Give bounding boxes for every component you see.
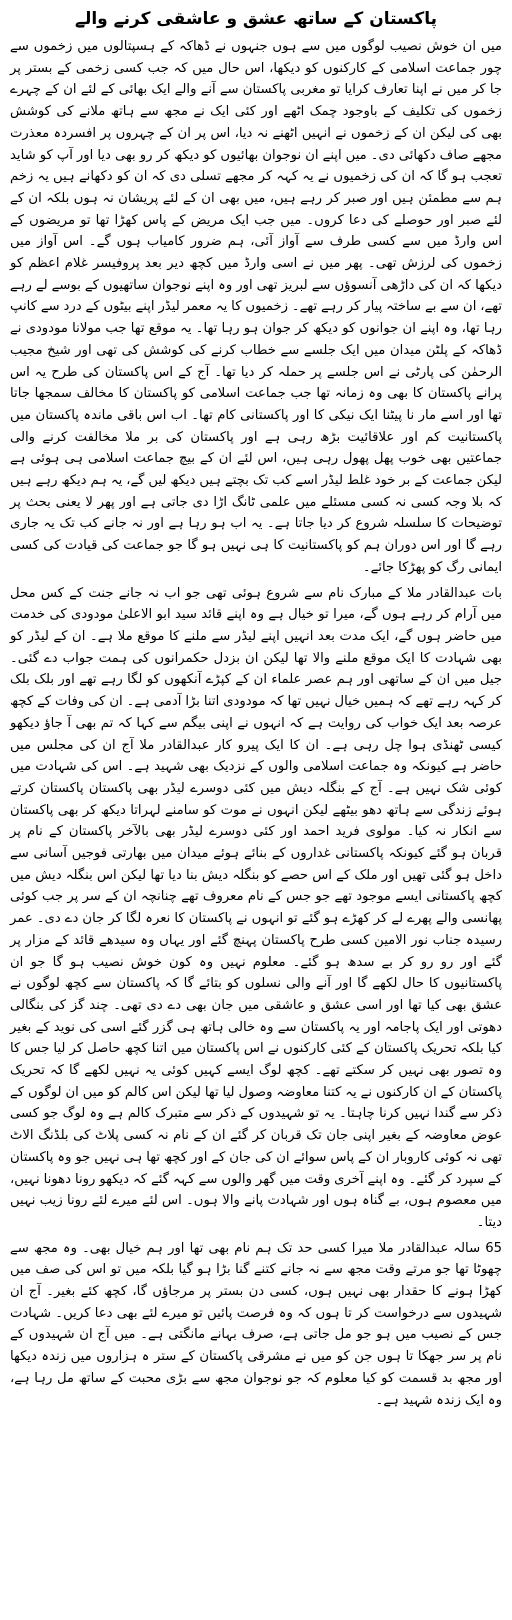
article-paragraph-3: 65 سالہ عبدالقادر ملا میرا کسی حد تک ہم نام بھی تھا اور ہم خیال بھی۔ وہ مجھ سے چھوٹا تھا جو مرتے وقت مجھ سے نہ جانے کتنے گنا بڑا ہو گیا بلکہ میں تو اس کی صف میں کھڑا ہونے کا حقدار بھی نہیں ہوں، کسی دن بستر پر مرجاؤں گا، کچھ کئے بغیر۔ آج ان شہیدوں سے درخواست کر تا ہوں کہ وہ فرصت پائیں تو میرے لئے بھی دعا کریں۔ شہادت جس کے نصیب میں ہو جو مل جاتی ہے، صرف بہانے مانگتی ہے۔ میں آج ان شہیدوں کے نام پر سر جھکا تا ہوں جن کو میں نے مشرقی پاکستان کے ستر ہ ہزاروں میں زندہ دیکھا اور مجھ بد قسمت کو کیا معلوم کہ جو نوجوان مجھ سے بڑی محبت کے ساتھ مل رہا ہے، وہ ایک زندہ شہید ہے۔ [10,1240,502,1408]
article-paragraph-1: میں ان خوش نصیب لوگوں میں سے ہوں جنہوں نے ڈھاکہ کے ہسپتالوں میں زخموں سے چور جماعت اسلامی کے کارکنوں کو دیکھا، اس حال میں کہ جب کسی زخمی کے بستر پر جا کر میں نے اپنا تعارف کرایا تو مغربی پاکستان سے آنے والے ایک بھائی کے لئے ان کے چہرے زخموں کی تکلیف کے باوجود چمک اٹھے اور کئی ایک نے مجھ سے ہاتھ ملانے کی کوشش بھی کی لیکن ان کے زخموں نے انہیں اٹھنے نہ دیا، اس پر ان کے چہروں پر افسردہ معذرت مجھے صاف دکھائی دی۔ میں اپنے ان نوجوان بھائیوں کو دیکھ کر رو بھی دیا اور آپ کو شاید تعجب ہو گا کہ ان کی زخمیوں نے یہ کہہ کر مجھے تسلی دی کہ ان کو دکھانے ہیں یہ زخم ہم سے مطمئن ہیں اور صبر کر رہے ہیں، میں بھی ان کے لئے پریشان نہ ہوں بلکہ ان کے لئے صبر اور حوصلے کی دعا کروں۔ میں جب ایک مریض کے پاس کھڑا تھا تو مریضوں کے اس وارڈ میں سے کسی طرف سے آواز آئی، ہم ضرور کامیاب ہوں گے۔ اس آواز میں زخموں کی لرزش تھی۔ پھر میں نے اسی وارڈ میں کچھ دیر بعد پروفیسر غلام اعظم کو دیکھا کہ ان کی داڑھی آنسوؤں سے لبریز تھی اور وہ اپنے نوجوان ساتھیوں کے بوسے لے رہے تھے، ان سے بے ساختہ پیار کر رہے تھے۔ زخمیوں کا یہ معمر لیڈر اپنے بیٹوں کے درد سے کانپ رہا تھا، وہ اپنے ان جوانوں کو دیکھ کر جوان ہو رہا تھا۔ یہ موقع تھا جب مولانا مودودی نے ڈھاکہ کے پلٹن میدان میں ایک جلسے سے خطاب کرنے کی کوشش کی تھی اور شیخ مجیب الرحمٰن کی پارٹی نے اس جلسے پر حملہ کر دیا تھا۔ آج کے اس پاکستان کی طرح یہ اس پرانے پاکستان کا بھی وہ زمانہ تھا جب جماعت اسلامی کو پاکستان کا مخالف سمجھا جاتا تھا اور اسے مار نا پیٹنا ایک نیکی کا اور پاکستانی کام تھا۔ اب اس باقی ماندہ پاکستان میں پاکستانیت کم اور علاقائیت بڑھ رہی ہے اور پاکستان کی بر ملا مخالفت کرنے والی جماعتیں بھی خوب پھل پھول رہی ہیں، اس لئے ان کے بیچ جماعت اسلامی ہی ہوئی ہے لیکن جماعت کے بر خود غلط لیڈر اسے کب تک بچتے ہیں دیکھ لیں گے، یہ ہم دیکھ رہے ہیں کہ بلا وجہ کسی نہ کسی مسئلے میں علمی ٹانگ اڑا دی جاتی ہے اور پھر لا یعنی بحث پر توضیحات کا سلسلہ شروع کر دیا جاتا ہے۔ یہ اب ہو رہا ہے اور نہ جانے کب تک یہ جاری رہے گا اور اس دوران ہم کو پاکستانیت کا ہی نہیں ہو گا جو جماعت کی قیادت کی کسی ایمانی رگ کو پھڑکا جائے۔ [10,39,502,575]
article-paragraph-2: بات عبدالقادر ملا کے مبارک نام سے شروع ہوئی تھی جو اب نہ جانے جنت کے کس محل میں آرام کر رہے ہوں گے، میرا تو خیال ہے وہ اپنے قائد سید ابو الاعلیٰ مودودی کی خدمت میں حاضر ہوں گے، ایک مدت بعد انہیں اپنے لیڈر سے ملنے کا موقع ملا ہے۔ ان کے لیڈر کو بھی شہادت کا ایک موقع ملنے والا تھا لیکن ان بزدل حکمرانوں کی ہمت جواب دے گئی۔ جیل میں ان کے ساتھی اور ہم عصر علماء ان کے کپڑے آنکھوں کو لگا رہے تھے اور بلک بلک کر کہہ رہے تھے کہ ہمیں خیال نہیں تھا کہ مودودی اتنا بڑا آدمی ہے۔ ان کی وفات کے کچھ عرصہ بعد ایک خواب کی روایت ہے کہ انہوں نے اپنی بیگم سے کہا کہ تم بھی آ جاؤ دیکھو کیسی ٹھنڈی ہوا چل رہی ہے۔ ان کا ایک پیرو کار عبدالقادر ملا آج ان کی مجلس میں حاضر ہے کیونکہ وہ جماعت اسلامی والوں کے نزدیک بھی شہید ہے۔ اس کی شہادت میں کوئی شک نہیں ہے۔ آج کے بنگلہ دیش میں کئی دوسرے لیڈر بھی پاکستان پاکستان کرتے ہوئے زندگی سے ہاتھ دھو بیٹھے لیکن انہوں نے موت کو سامنے لہراتا دیکھ کر بھی پاکستان سے انکار نہ کیا۔ مولوی فرید احمد اور کئی دوسرے لیڈر بھی بالآخر پاکستان کے نام پر قربان ہو گئے کیونکہ پاکستانی غداروں کے بنائے ہوئے میدان میں بھارتی فوجیں آسانی سے داخل ہو گئی تھیں اور ملک کے اس حصے کو بنگلہ دیش بنا دیا تھا لیکن اس بنگلہ دیش میں کچھ پاکستانی ایسے موجود تھے جو جس کے نام معروف تھے چنانچہ ان کے سر پر جب کوئی پھانسی والے پھرے لے کر کھڑے ہو گئے تو انہوں نے پاکستان کا نعرہ لگا کر جان دے دی۔ عمر رسیدہ جناب نور الامین کسی طرح پاکستان پہنچ گئے اور یہاں وہ سیدھے قائد کے مزار پر گئے اور رو رو کر بے سدھ ہو گئے۔ معلوم نہیں وہ کون خوش نصیب ہو گا جو ان پاکستانیوں کا حال لکھے گا اور آنے والی نسلوں کو بتائے گا کہ پاکستان سے کچھ لوگوں نے عشق بھی کیا تھا اور اسی عشق و عاشقی میں جان بھی دے دی تھی۔ چند گز کی بنگالی دھوتی اور ایک پاجامہ اور یہ پاکستان سے وہ خالی ہاتھ ہی گزر گئے اسی کی نوید کے بغیر کیا بلکہ تحریک پاکستان کے کئی کارکنوں نے اس پاکستان میں اتنا کچھ حاصل کر لیا جس کا وہ تصور بھی نہیں کر سکتے تھے۔ کچھ لوگ ایسے کہیں کوئی یہ نہیں لکھے گا کہ تحریک پاکستان کے ان کارکنوں نے یہ کتنا معاوضہ وصول لیا تھا لیکن اس کالم کو میں ان لوگوں کے ذکر سے گندا نہیں کرنا چاہتا۔ یہ تو شہیدوں کے ذکر سے متبرک کالم ہے وہ لوگ جو کسی عوض معاوضہ کے بغیر اپنی جان تک قربان کر گئے ان کے نام نہ کسی پلاٹ کی بلڈنگ الاٹ تھی نہ کوئی کاروبار ان کے پاس سوائے ان کی جان کے اور کچھ تھا ہی نہیں جو وہ پاکستان کے سپرد کر گئے۔ وہ اپنے آخری وقت میں گھر والوں سے کہہ گئے کہ دیکھو رونا دھونا نہیں، میں معصوم ہوں، بے گناہ ہوں اور شہادت پانے والا ہوں۔ اس لئے میرے لئے رونا زیب نہیں دیتا۔ [10,585,502,1230]
article-title: پاکستان کے ساتھ عشق و عاشقی کرنے والے [75,9,437,29]
